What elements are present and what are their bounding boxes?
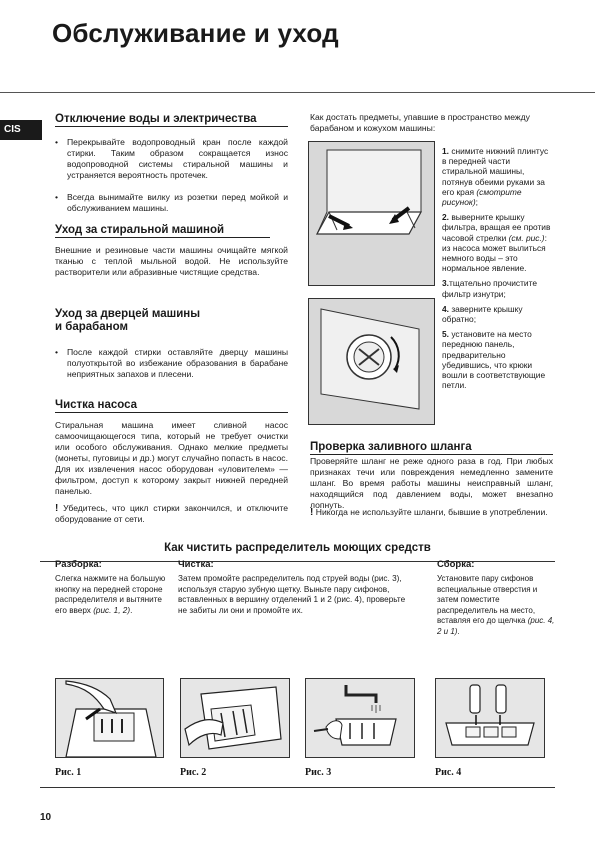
warning-icon: ! bbox=[55, 503, 59, 514]
step-text: снимите нижний плинтус в передней части стиральной машины, потянув обеими руками за его края bbox=[442, 146, 549, 197]
dispenser-col-cleaning bbox=[178, 559, 408, 616]
step-text: тщательно прочистите фильтр изнутри; bbox=[442, 278, 537, 299]
heading-line: и барабаном bbox=[55, 321, 129, 333]
retrieve-steps bbox=[442, 146, 552, 390]
step-end: : из насоса может вылиться немного воды – это нормальное явление. bbox=[442, 232, 547, 274]
hose-text: Проверяйте шланг не реже одного раза в год. При любых признаках течи или повреждения немедленно замените шланг. Во время работы машины неисправный шланг, находящийся под давлением воды, может внезапно лопнуть. bbox=[310, 456, 553, 510]
plinth-removal-icon bbox=[309, 142, 434, 285]
col-ref: (рис. 1, 2) bbox=[93, 605, 131, 615]
figure-2 bbox=[180, 678, 290, 758]
col-title: Разборка: bbox=[55, 559, 102, 570]
siphon-caps-icon bbox=[436, 679, 544, 757]
col-text: Установите пару сифонов вспециальные отверстия и затем поместите распределитель на место, вставляя его до щелчка bbox=[437, 574, 538, 625]
dispenser-col-assembly bbox=[437, 559, 557, 637]
col-text: Слегка нажмите на большую кнопку на передней стороне распределителя и вытяните его вверх bbox=[55, 574, 166, 615]
step-item bbox=[442, 304, 552, 324]
section-heading-machine-care: Уход за стиральной машиной bbox=[55, 224, 270, 238]
heading-line: Уход за дверцей машины bbox=[55, 308, 201, 320]
section-heading-door-drum bbox=[55, 308, 288, 334]
step-text: установите на место переднюю панель, предварительно убедившись, что крюки вошли в соответствующие петли. bbox=[442, 329, 546, 391]
figure-3-caption: Рис. 3 bbox=[305, 767, 332, 778]
detergent-drawer-pull-icon bbox=[181, 679, 289, 757]
tap-rinse-icon bbox=[306, 679, 414, 757]
plinth-removal-figure bbox=[308, 141, 435, 286]
section-heading-hose: Проверка заливного шланга bbox=[310, 441, 553, 455]
list-item-text: Всегда вынимайте вилку из розетки перед мойкой и обслуживанием машины. bbox=[67, 192, 288, 213]
col-title: Сборка: bbox=[437, 559, 475, 570]
figure-1-caption: Рис. 1 bbox=[55, 767, 82, 778]
list-item: • После каждой стирки оставляйте дверцу машины полуоткрытой во избежание образования в барабане неприятных запахов и плесени. bbox=[55, 347, 288, 379]
page-title: Обслуживание и уход bbox=[52, 18, 339, 48]
detergent-drawer-push-icon bbox=[56, 679, 163, 757]
figure-1 bbox=[55, 678, 164, 758]
figure-2-caption: Рис. 2 bbox=[180, 767, 207, 778]
section-heading-pump: Чистка насоса bbox=[55, 399, 288, 413]
pump-warning bbox=[55, 503, 288, 525]
figure-3 bbox=[305, 678, 415, 758]
header-divider bbox=[0, 92, 595, 93]
list-item: • Всегда вынимайте вилку из розетки перед мойкой и обслуживанием машины. bbox=[55, 192, 288, 213]
list-item: • Перекрывайте водопроводный кран после каждой стирки. Таким образом сокращается износ водопроводной системы стиральной машины и устраняется вероятность протечек. bbox=[55, 137, 288, 180]
section-heading-water-electricity: Отключение воды и электричества bbox=[55, 113, 288, 127]
step-number: 2. bbox=[442, 212, 449, 223]
step-ref: (см. рис.) bbox=[508, 232, 545, 243]
filter-cover-figure bbox=[308, 298, 435, 425]
hose-warning bbox=[310, 507, 553, 518]
list-item-text: Перекрывайте водопроводный кран после каждой стирки. Таким образом сокращается износ водопроводной системы стиральной машины и устраняется вероятность протечек. bbox=[67, 137, 288, 180]
dispenser-heading: Как чистить распределитель моющих средств bbox=[164, 542, 431, 554]
warning-text: Убедитесь, что цикл стирки закончился, и отключите оборудование от сети. bbox=[55, 503, 288, 524]
step-number: 4. bbox=[442, 303, 449, 314]
col-title: Чистка: bbox=[178, 559, 214, 570]
warning-text: Никогда не используйте шланги, бывшие в употреблении. bbox=[315, 507, 548, 517]
step-item bbox=[442, 212, 552, 273]
col-end: . bbox=[457, 626, 460, 636]
col-ref: (рис. 4, 2 и 1) bbox=[437, 616, 555, 636]
step-item bbox=[442, 329, 552, 390]
step-item bbox=[442, 146, 552, 207]
dispenser-col-disassembly bbox=[55, 559, 173, 616]
retrieve-items-intro: Как достать предметы, упавшие в пространство между барабаном и кожухом машины: bbox=[310, 112, 530, 133]
col-text: Затем промойте распределитель под струей воды (рис. 3), используя старую зубную щетку. Выньте пару сифонов, вставленных в вершину отделений 1 и 2 (рис. 4), проверьте не забиты ли они и промойте их. bbox=[178, 574, 406, 615]
step-number: 3. bbox=[442, 278, 449, 289]
machine-care-text: Внешние и резиновые части машины очищайте мягкой тканью с теплой мыльной водой. Не используйте растворители или абразивные чистящие средства. bbox=[55, 245, 288, 277]
step-end: ; bbox=[475, 197, 478, 208]
footer-divider bbox=[40, 787, 555, 788]
warning-icon: ! bbox=[310, 507, 314, 518]
pump-text: Стиральная машина имеет сливной насос самоочищающегося типа, который не требует очистки или особого обслуживания. Однако мелкие предметы (монеты, пуговицы и др.) могут случайно попасть в насос. Для их извлечения насос оборудован «уловителем» — фильтром, доступ к которому закрыт нижней передней панелью. bbox=[55, 420, 288, 496]
step-text: заверните крышку обратно; bbox=[442, 303, 523, 325]
step-ref: (смотрите рисунок) bbox=[442, 186, 522, 208]
figure-4 bbox=[435, 678, 545, 758]
col-end: . bbox=[130, 605, 133, 615]
step-number: 1. bbox=[442, 146, 449, 156]
page-number: 10 bbox=[40, 812, 52, 823]
language-tab: CIS bbox=[0, 120, 42, 140]
filter-cover-icon bbox=[309, 299, 434, 424]
list-item-text: После каждой стирки оставляйте дверцу машины полуоткрытой во избежание образования в барабане неприятных запахов и плесени. bbox=[67, 347, 288, 379]
step-item bbox=[442, 278, 552, 298]
step-text: выверните крышку фильтра, вращая ее против часовой стрелки bbox=[442, 212, 551, 243]
step-number: 5. bbox=[442, 329, 449, 340]
figure-4-caption: Рис. 4 bbox=[435, 767, 462, 778]
